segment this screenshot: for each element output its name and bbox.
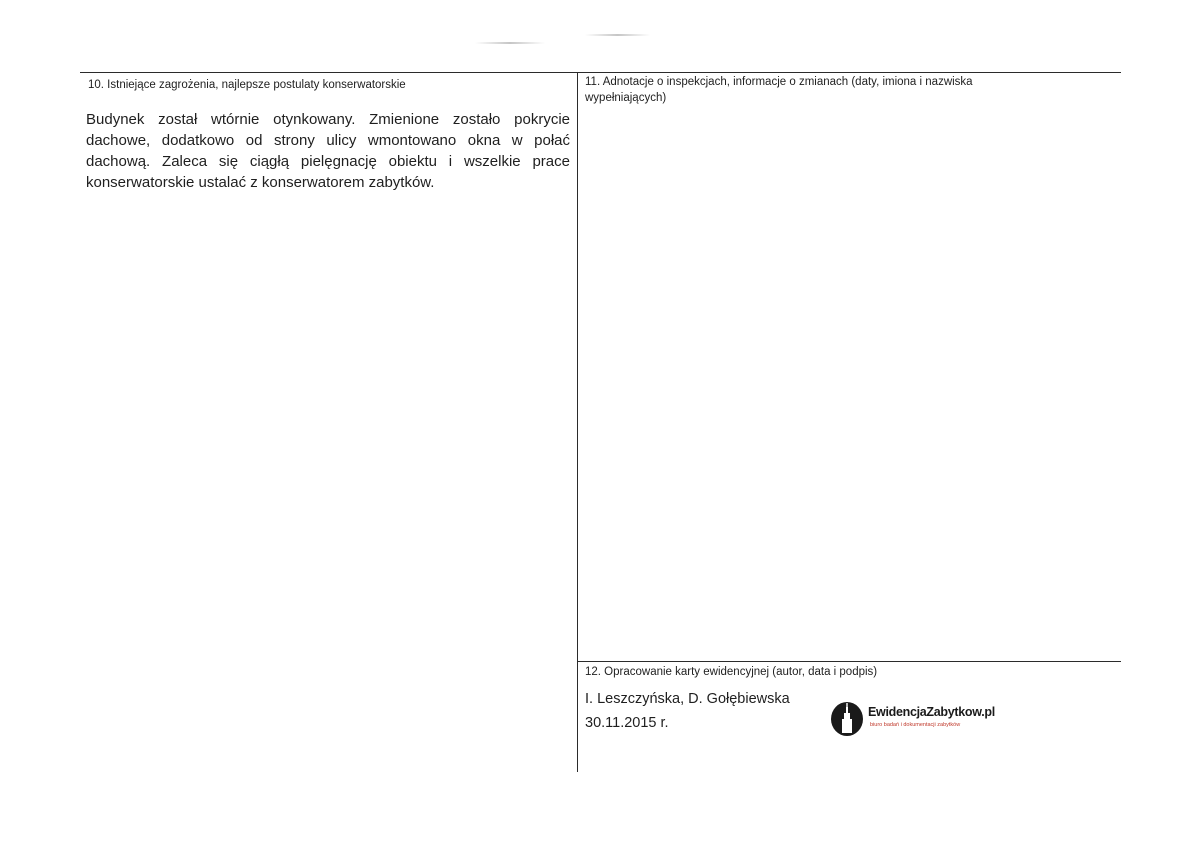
section-11-label: 11. Adnotacje o inspekcjach, informacje o zmianach (daty, imiona i nazwiska wypełniających) — [585, 76, 973, 104]
section-12-authors: I. Leszczyńska, D. Gołębiewska — [585, 691, 790, 707]
section-12-date: 30.11.2015 r. — [585, 715, 669, 731]
logo-name: EwidencjaZabytkow.pl — [868, 705, 995, 719]
scan-artifact — [585, 34, 650, 36]
section-12-top-border — [577, 661, 1121, 662]
logo-tagline: biuro badań i dokumentacji zabytków — [870, 722, 961, 728]
section-12-label: 12. Opracowanie karty ewidencyjnej (autor, data i podpis) — [585, 666, 878, 678]
column-divider — [577, 72, 578, 772]
section-10-label: 10. Istniejące zagrożenia, najlepsze postulaty konserwatorskie — [88, 79, 406, 91]
section-10-text: Budynek został wtórnie otynkowany. Zmienione zostało pokrycie dachowe, dodatkowo od strony ulicy wmontowano okna w połać dachową. Zaleca się ciągłą pielęgnację obiektu i wszelkie prace konserwatorskie ustalać z konserwatorem zabytków. — [86, 111, 570, 191]
form-top-border — [80, 72, 1121, 73]
keyhole-building-icon — [830, 699, 864, 737]
scan-artifact — [475, 42, 545, 44]
logo — [830, 699, 995, 737]
